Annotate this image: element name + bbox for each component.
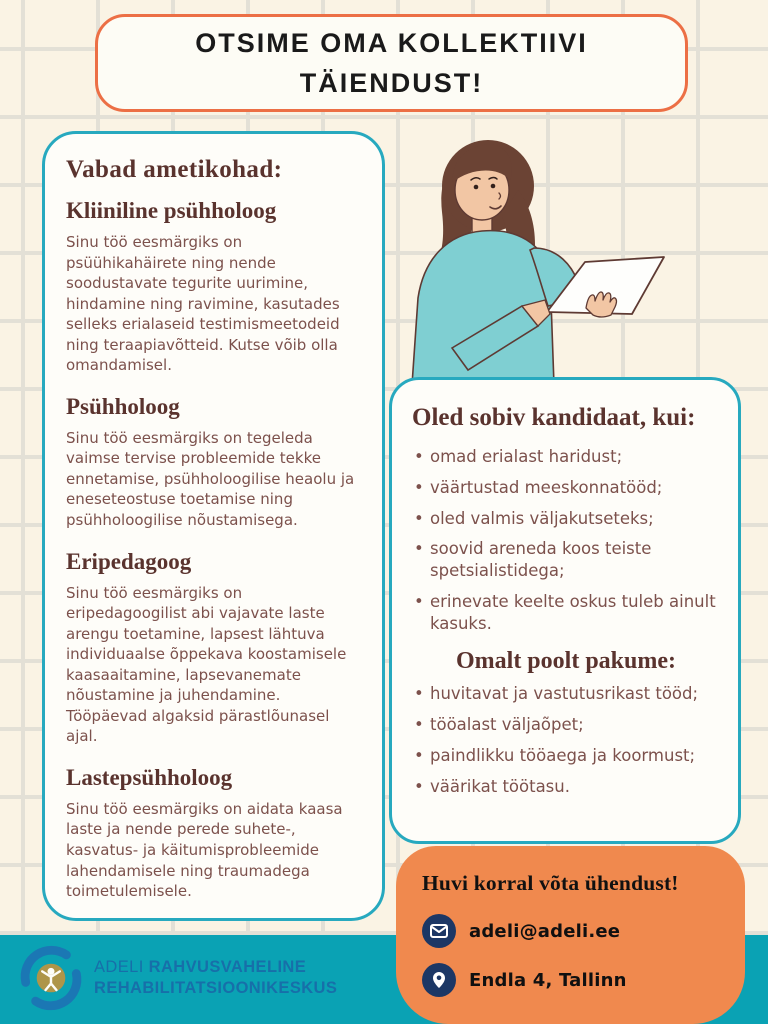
- offer-item: • huvitavat ja vastutusrikast tööd;: [412, 683, 720, 705]
- org-name: [94, 957, 337, 999]
- job-title: Psühholoog: [66, 393, 180, 419]
- contact-title: Huvi korral võta ühendust!: [422, 871, 679, 895]
- hands-circle-logo-icon: [18, 945, 84, 1011]
- candidate-panel: [389, 377, 741, 844]
- vacancies-title: Vabad ametikohad:: [66, 156, 283, 183]
- headline-text: OTSIME OMA KOLLEKTIIVI TÄIENDUST!: [195, 28, 588, 98]
- org-name-line2: REHABILITATSIOONIKESKUS: [94, 979, 338, 997]
- headline-banner: [95, 14, 688, 112]
- org-prefix: ADELI: [94, 958, 149, 976]
- job-title: Eripedagoog: [66, 548, 192, 574]
- candidate-item: • erinevate keelte oskus tuleb ainult kasuks.: [412, 591, 720, 635]
- contact-panel: [396, 846, 745, 1024]
- job-description: Sinu töö eesmärgiks on psüühikahäirete ning nende soodustavate tegurite uurimine, hindamine ning ravimine, kasutades selleks erialaseid testimismeetodeid ning teraapiavõtteid. Kutse võib olla omandamisel.: [66, 233, 340, 375]
- job-title: Kliiniline psühholoog: [66, 198, 277, 223]
- job-section-child-psychologist: [66, 765, 363, 902]
- job-description: Sinu töö eesmärgiks on eripedagoogilist abi vajavate laste arengu toetamine, lapsest lähtuva individuaalse õppekava koostamisele kaasaaitamine, lapsevanemate nõustamine ja juhendamine. Tööpäevad algaksid pärastlõunasel ajal.: [66, 583, 347, 746]
- offer-item: • väärikat töötasu.: [412, 776, 720, 798]
- offer-item: • paindlikku tööaega ja koormust;: [412, 745, 720, 767]
- job-description: Sinu töö eesmärgiks on tegeleda vaimse tervise probleemide tekke ennetamise, psühholoogilise heaolu ja eneseteostuse toetamise ning psühholoogilise nõustamisega.: [66, 428, 355, 530]
- job-section-special-educator: [66, 549, 363, 747]
- candidate-item: • oled valmis väljakutseteks;: [412, 508, 720, 530]
- candidate-item: • soovid areneda koos teiste spetsialistidega;: [412, 538, 720, 582]
- address-text: Endla 4, Tallinn: [469, 969, 627, 991]
- envelope-icon: [422, 914, 456, 948]
- address-row: [422, 963, 721, 997]
- vacancies-panel: [42, 131, 385, 921]
- candidate-title: Oled sobiv kandidaat, kui:: [412, 404, 696, 431]
- org-name-line1: RAHVUSVAHELINE: [148, 958, 307, 976]
- candidate-list: [412, 446, 720, 634]
- offer-item: • tööalast väljaõpet;: [412, 714, 720, 736]
- offer-list: [412, 683, 720, 797]
- job-section-clinical-psychologist: [66, 198, 363, 376]
- candidate-item: • omad erialast haridust;: [412, 446, 720, 468]
- email-text: adeli@adeli.ee: [469, 920, 621, 942]
- email-row: [422, 914, 721, 948]
- location-pin-icon: [422, 963, 456, 997]
- job-description: Sinu töö eesmärgiks on aidata kaasa laste ja nende perede suhete-, kasvatus- ja käitumisprobleemide lahendamisele ning traumadega toimetulemisele.: [66, 799, 343, 901]
- candidate-item: • väärtustad meeskonnatööd;: [412, 477, 720, 499]
- job-section-psychologist: [66, 394, 363, 531]
- woman-illustration: [400, 130, 720, 385]
- job-title: Lastepsühholoog: [66, 764, 233, 790]
- offer-title: Omalt poolt pakume:: [455, 648, 676, 675]
